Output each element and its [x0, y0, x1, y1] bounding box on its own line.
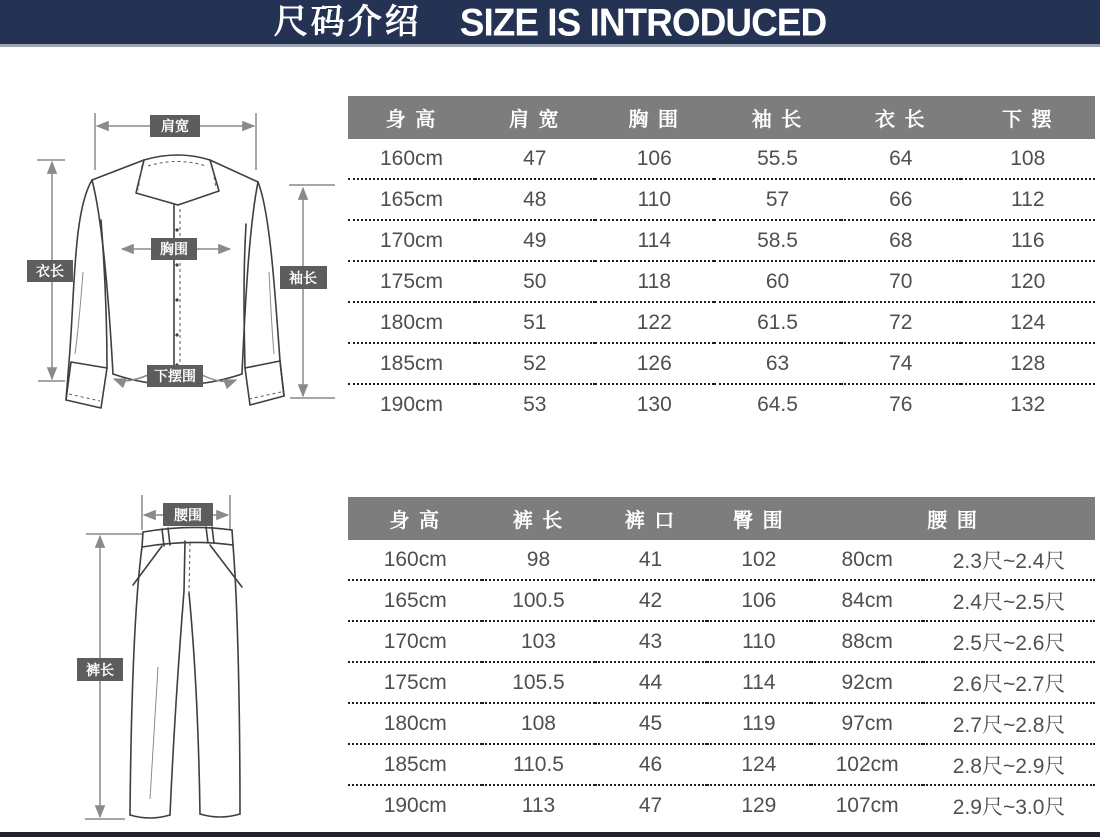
table-cell: 110.5: [482, 744, 594, 785]
table-cell: 58.5: [714, 220, 841, 261]
pants-illustration: [40, 467, 360, 835]
table-cell: 2.3尺~2.4尺: [923, 540, 1095, 580]
table-cell: 47: [475, 139, 595, 179]
col-header-waist: 腰 围: [811, 497, 1095, 540]
table-cell: 126: [595, 343, 715, 384]
table-cell: 170cm: [348, 220, 475, 261]
col-header-shoulder: 肩 宽: [475, 96, 595, 139]
table-cell: 51: [475, 302, 595, 343]
table-cell: 180cm: [348, 302, 475, 343]
table-cell: 76: [889, 392, 913, 416]
table-cell: 48: [475, 179, 595, 220]
table-cell: 113: [521, 793, 556, 817]
table-cell: 106: [707, 580, 812, 621]
pants-length-label: 裤长: [86, 662, 114, 678]
shirt-table-header: [348, 96, 1095, 139]
table-row: [348, 384, 1095, 424]
table-cell: 175cm: [348, 261, 475, 302]
table-cell: 119: [707, 703, 812, 744]
sleeve-length-label: 袖长: [289, 270, 317, 286]
table-cell: 128: [961, 343, 1095, 384]
pants-outline: [130, 527, 242, 818]
table-cell: 63: [714, 343, 841, 384]
table-row: [348, 621, 1095, 662]
table-row: [348, 220, 1095, 261]
table-cell: 61.5: [714, 302, 841, 343]
table-cell: 129: [741, 793, 777, 817]
table-cell: 124: [961, 302, 1095, 343]
col-header-sleeve: 袖 长: [714, 96, 841, 139]
table-cell: 132: [1010, 392, 1046, 416]
table-cell: 68: [841, 220, 961, 261]
col-header-pants-length: 裤 长: [482, 497, 594, 540]
table-cell: 130: [636, 392, 672, 416]
col-header-length: 衣 长: [841, 96, 961, 139]
table-cell: 160cm: [348, 139, 475, 179]
table-row: [348, 139, 1095, 179]
table-cell: 114: [595, 220, 715, 261]
table-row: [348, 580, 1095, 621]
table-cell: 45: [595, 703, 707, 744]
table-cell: 110: [595, 179, 715, 220]
table-cell: 185cm: [348, 343, 475, 384]
table-row: [348, 703, 1095, 744]
pants-size-table: [348, 497, 1095, 825]
title-underline: [0, 44, 1100, 47]
table-cell: 102: [707, 540, 812, 580]
shirt-size-table: [348, 96, 1095, 424]
table-cell: 64.5: [757, 392, 798, 416]
table-cell: 107cm: [835, 793, 899, 817]
table-cell: 43: [595, 621, 707, 662]
table-cell: 165cm: [348, 580, 482, 621]
table-cell: 190cm: [379, 392, 443, 416]
table-cell: 46: [595, 744, 707, 785]
table-row: [348, 540, 1095, 580]
table-cell: 42: [595, 580, 707, 621]
table-cell: 108: [961, 139, 1095, 179]
table-cell: 47: [638, 793, 663, 817]
table-row: [348, 662, 1095, 703]
table-cell: 41: [595, 540, 707, 580]
table-cell: 190cm: [383, 793, 447, 817]
shoulder-label: 肩宽: [161, 118, 189, 134]
table-cell: 116: [961, 220, 1095, 261]
table-row: [348, 785, 1095, 825]
col-header-leg-opening: 裤 口: [595, 497, 707, 540]
table-cell: 44: [595, 662, 707, 703]
table-cell: 64: [841, 139, 961, 179]
pants-measurement-diagram: [40, 467, 360, 835]
pants-table-header: [348, 497, 1095, 540]
table-cell: 92cm: [811, 662, 923, 703]
table-cell: 124: [707, 744, 812, 785]
table-cell: 170cm: [348, 621, 482, 662]
col-header-height: 身 高: [348, 497, 482, 540]
table-row: [348, 179, 1095, 220]
table-cell: 49: [475, 220, 595, 261]
table-cell: 114: [707, 662, 812, 703]
table-cell: 80cm: [811, 540, 923, 580]
hem-label: 下摆围: [154, 368, 196, 384]
shirt-table-body: [348, 139, 1095, 424]
table-cell: 103: [482, 621, 594, 662]
table-cell: 57: [714, 179, 841, 220]
col-header-hip: 臀 围: [707, 497, 812, 540]
table-cell: 72: [841, 302, 961, 343]
table-cell: 97cm: [811, 703, 923, 744]
table-cell: 112: [961, 179, 1095, 220]
pants-table-body: [348, 540, 1095, 825]
table-row: [348, 744, 1095, 785]
table-cell: 66: [841, 179, 961, 220]
table-cell: 165cm: [348, 179, 475, 220]
table-cell: 122: [595, 302, 715, 343]
table-cell: 98: [482, 540, 594, 580]
table-cell: 2.7尺~2.8尺: [923, 703, 1095, 744]
table-cell: 55.5: [714, 139, 841, 179]
table-cell: 180cm: [348, 703, 482, 744]
pants-measurements: [77, 495, 230, 819]
table-cell: 160cm: [348, 540, 482, 580]
table-cell: 175cm: [348, 662, 482, 703]
table-cell: 118: [595, 261, 715, 302]
table-row: [348, 302, 1095, 343]
table-cell: 108: [482, 703, 594, 744]
table-cell: 110: [707, 621, 812, 662]
chest-label: 胸围: [160, 241, 188, 257]
shirt-illustration: [5, 62, 350, 422]
body-length-label: 衣长: [36, 263, 64, 279]
table-cell: 100.5: [482, 580, 594, 621]
table-cell: 2.5尺~2.6尺: [923, 621, 1095, 662]
table-cell: 88cm: [811, 621, 923, 662]
page-title-chinese: 尺码介绍: [273, 3, 422, 41]
bottom-edge-line: [0, 832, 1100, 837]
table-cell: 50: [475, 261, 595, 302]
col-header-hem: 下 摆: [961, 96, 1095, 139]
table-cell: 74: [841, 343, 961, 384]
table-cell: 2.8尺~2.9尺: [923, 744, 1095, 785]
page-title-english: SIZE IS INTRODUCED: [459, 0, 827, 44]
shirt-measurement-diagram: [5, 62, 350, 422]
table-cell: 2.9尺~3.0尺: [952, 795, 1066, 819]
table-cell: 2.4尺~2.5尺: [923, 580, 1095, 621]
table-cell: 102cm: [811, 744, 923, 785]
table-cell: 70: [841, 261, 961, 302]
waist-label: 腰围: [174, 507, 202, 523]
table-row: [348, 261, 1095, 302]
col-header-height: 身 高: [348, 96, 475, 139]
title-bar: [0, 0, 1100, 44]
col-header-chest: 胸 围: [595, 96, 715, 139]
table-cell: 84cm: [811, 580, 923, 621]
table-cell: 120: [961, 261, 1095, 302]
table-row: [348, 343, 1095, 384]
table-cell: 2.6尺~2.7尺: [923, 662, 1095, 703]
table-cell: 105.5: [482, 662, 594, 703]
table-cell: 60: [714, 261, 841, 302]
table-cell: 52: [475, 343, 595, 384]
table-cell: 106: [595, 139, 715, 179]
table-cell: 53: [523, 392, 547, 416]
table-cell: 185cm: [348, 744, 482, 785]
